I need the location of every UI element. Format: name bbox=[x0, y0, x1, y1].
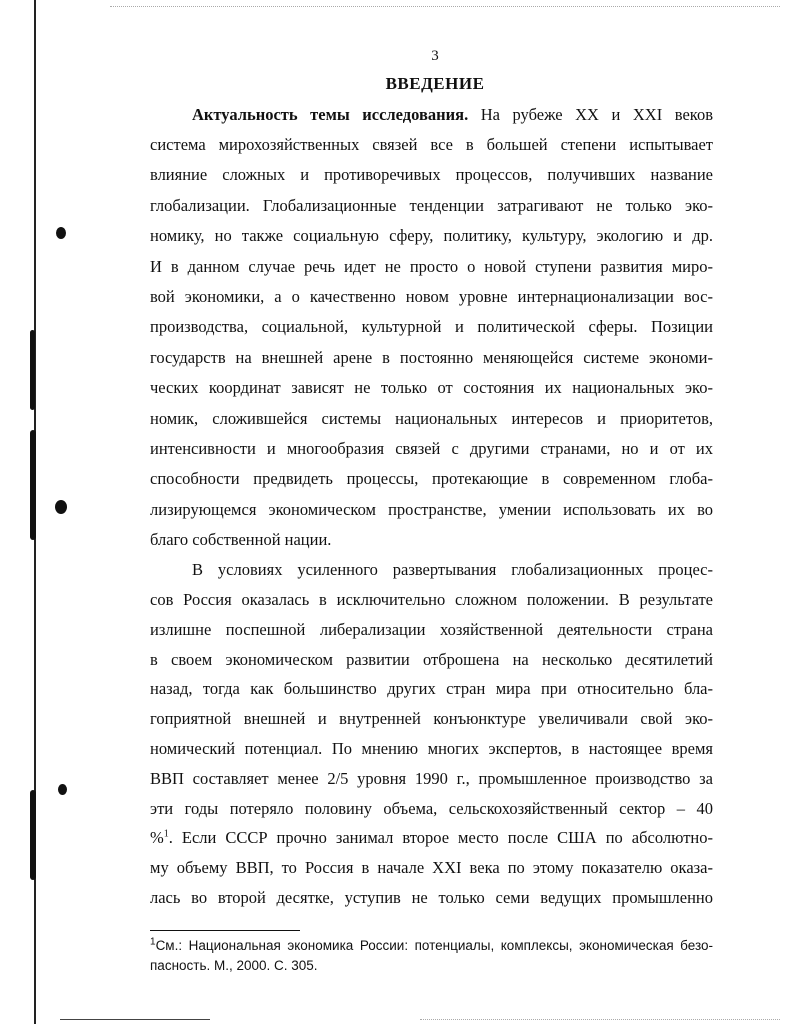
paragraph-line: сов Россия оказалась в исключительно сложном положении. В результате bbox=[150, 590, 713, 609]
paragraph-line: номик, сложившейся системы национальных интересов и приоритетов, bbox=[150, 408, 713, 428]
scan-smear bbox=[30, 430, 36, 540]
paragraph-line: благо собственной нации. bbox=[150, 530, 332, 550]
scan-bottom-edge bbox=[60, 1019, 210, 1020]
paragraph-line: влияние сложных и противоречивых процессов, получивших название bbox=[150, 165, 713, 185]
paragraph-line: государств на внешней арене в постоянно меняющейся системе экономи- bbox=[150, 347, 713, 367]
paragraph-line: способности предвидеть процессы, протекающие в современном глоба- bbox=[150, 469, 713, 489]
paragraph-line: И в данном случае речь идет не просто о новой ступени развития миро- bbox=[150, 256, 713, 276]
paragraph-line: производства, социальной, культурной и политической сферы. Позиции bbox=[150, 317, 713, 337]
footnote-text: См.: Национальная экономика России: потенциалы, комплексы, экономическая безо- bbox=[155, 938, 713, 953]
paragraph-line: эти годы потеряло половину объема, сельскохозяйственный сектор – 40 bbox=[150, 798, 713, 818]
paragraph-line: система мирохозяйственных связей все в большей степени испытывает bbox=[150, 135, 713, 154]
page-title: ВВЕДЕНИЕ bbox=[385, 74, 485, 93]
paragraph-text: На рубеже XX и XXI веков bbox=[468, 105, 713, 124]
paragraph-line: ческих координат зависят не только от состояния их национальных эко- bbox=[150, 378, 713, 398]
punch-hole-mark bbox=[55, 500, 67, 514]
footnote-divider bbox=[150, 930, 300, 931]
paragraph-line: гоприятной внешней и внутренней конъюнктуре увеличивали свой эко- bbox=[150, 709, 713, 729]
paragraph-line: назад, тогда как большинство других стран мира при относительно бла- bbox=[150, 679, 713, 699]
footnote-marker: 1 bbox=[150, 936, 156, 948]
paragraph-text: . Если СССР прочно занимал второе место после США по абсолютно- bbox=[168, 828, 713, 847]
paragraph-line: глобализации. Глобализационные тенденции затрагивают не только эко- bbox=[150, 195, 713, 215]
footnote-line bbox=[150, 938, 713, 954]
footnote-ref: 1 bbox=[163, 828, 169, 840]
paragraph-line: лась во второй десятке, уступив не только семи ведущих промышленно bbox=[150, 888, 713, 907]
punch-hole-mark bbox=[56, 227, 66, 239]
paragraph-line: ВВП составляет менее 2/5 уровня 1990 г., промышленное производство за bbox=[150, 768, 713, 788]
paragraph-line: в своем экономическом развитии отброшена на несколько десятилетий bbox=[150, 649, 713, 669]
paragraph-2-line bbox=[150, 828, 713, 848]
footnote-line: пасность. М., 2000. С. 305. bbox=[150, 958, 318, 973]
paragraph-line: му объему ВВП, то Россия в начале XXI века по этому показателю оказа- bbox=[150, 858, 713, 877]
punch-hole-mark bbox=[58, 784, 67, 795]
scan-smear bbox=[30, 790, 36, 880]
paragraph-line: номику, но также социальную сферу, политику, культуру, экологию и др. bbox=[150, 226, 713, 246]
page-number: 3 bbox=[431, 48, 439, 64]
paragraph-line: лизирующемся экономическом пространстве, умении использовать их во bbox=[150, 499, 713, 519]
paragraph-line: вой экономики, а о качественно новом уровне интернационализации вос- bbox=[150, 287, 713, 306]
paragraph-2-line: В условиях усиленного развертывания глобализационных процес- bbox=[192, 560, 713, 579]
paragraph-line: номический потенциал. По мнению многих экспертов, в настоящее время bbox=[150, 739, 713, 758]
section-lead: Актуальность темы исследования. bbox=[192, 105, 469, 124]
paragraph-line: интенсивности и многообразия связей с другими странами, но и от их bbox=[150, 439, 713, 458]
scan-smear bbox=[30, 330, 35, 410]
paragraph-1-line bbox=[192, 105, 713, 125]
paragraph-line: излишне поспешной либерализации хозяйственной деятельности страна bbox=[150, 619, 713, 639]
scan-bottom-edge-dots bbox=[420, 1019, 780, 1021]
scan-top-edge bbox=[110, 6, 780, 8]
percent-sign: % bbox=[150, 828, 164, 847]
